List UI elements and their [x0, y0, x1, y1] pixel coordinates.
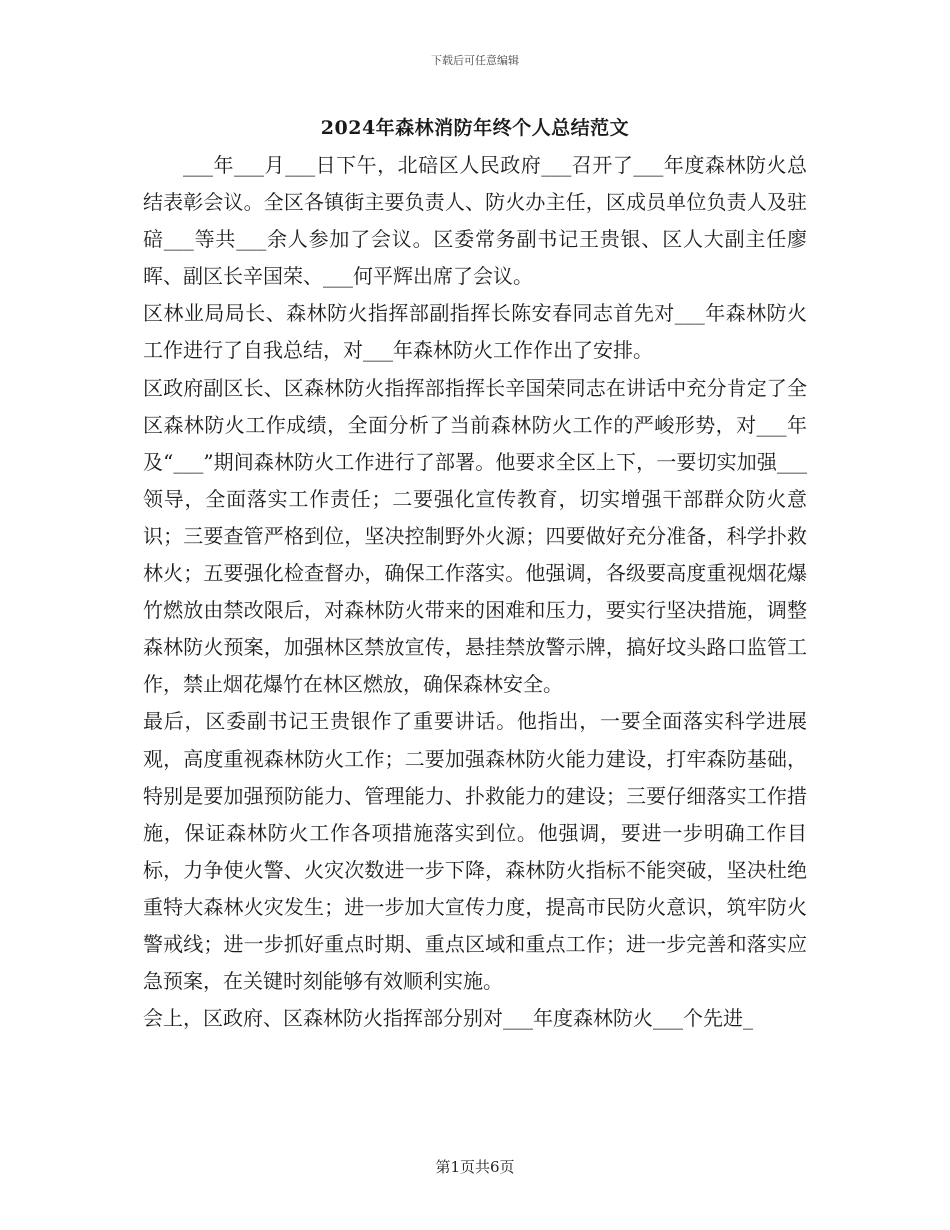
page-number: 第1页共6页 [435, 1158, 515, 1176]
paragraph-5: 会上，区政府、区森林防火指挥部分别对___年度森林防火___个先进_ [143, 1006, 753, 1031]
paragraph-1: ___年___月___日下午，北碚区人民政府___召开了___年度森林防火总结表彰会议。全区各镇街主要负责人、防火办主任，区成员单位负责人及驻碚___等共___余人参加了会议。区委常务副书记王贵银、区人大副主任廖晖、副区长辛国荣、___何平辉出席了会议。 [143, 153, 807, 289]
paragraph-3: 区政府副区长、区森林防火指挥部指挥长辛国荣同志在讲话中充分肯定了全区森林防火工作成绩，全面分析了当前森林防火工作的严峻形势，对___年及“___”期间森林防火工作进行了部署。他要求全区上下，一要切实加强___领导，全面落实工作责任；二要强化宣传教育，切实增强干部群众防火意识；三要查管严格到位，坚决控制野外火源；四要做好充分准备，科学扑救林火；五要强化检查督办，确保工作落实。他强调，各级要高度重视烟花爆竹燃放由禁改限后，对森林防火带来的困难和压力，要实行坚决措施，调整森林防火预案，加强林区禁放宣传，悬挂禁放警示牌，搞好坟头路口监管工作，禁止烟花爆竹在林区燃放，确保森林安全。 [143, 375, 807, 697]
paragraph-4: 最后，区委副书记王贵银作了重要讲话。他指出，一要全面落实科学进展观，高度重视森林防火工作；二要加强森林防火能力建设，打牢森防基础，特别是要加强预防能力、管理能力、扑救能力的建设；三要仔细落实工作措施，保证森林防火工作各项措施落实到位。他强调，要进一步明确工作目标，力争使火警、火灾次数进一步下降，森林防火指标不能突破，坚决杜绝重特大森林火灾发生；进一步加大宣传力度，提高市民防火意识，筑牢防火警戒线；进一步抓好重点时期、重点区域和重点工作；进一步完善和落实应急预案，在关键时刻能够有效顺利实施。 [143, 709, 807, 994]
document-title: 2024年森林消防年终个人总结范文 [320, 117, 630, 139]
document-body [143, 147, 807, 1037]
paragraph-2: 区林业局局长、森林防火指挥部副指挥长陈安春同志首先对___年森林防火工作进行了自我总结，对___年森林防火工作作出了安排。 [143, 301, 807, 363]
page-header-note: 下载后可任意编辑 [431, 54, 519, 67]
